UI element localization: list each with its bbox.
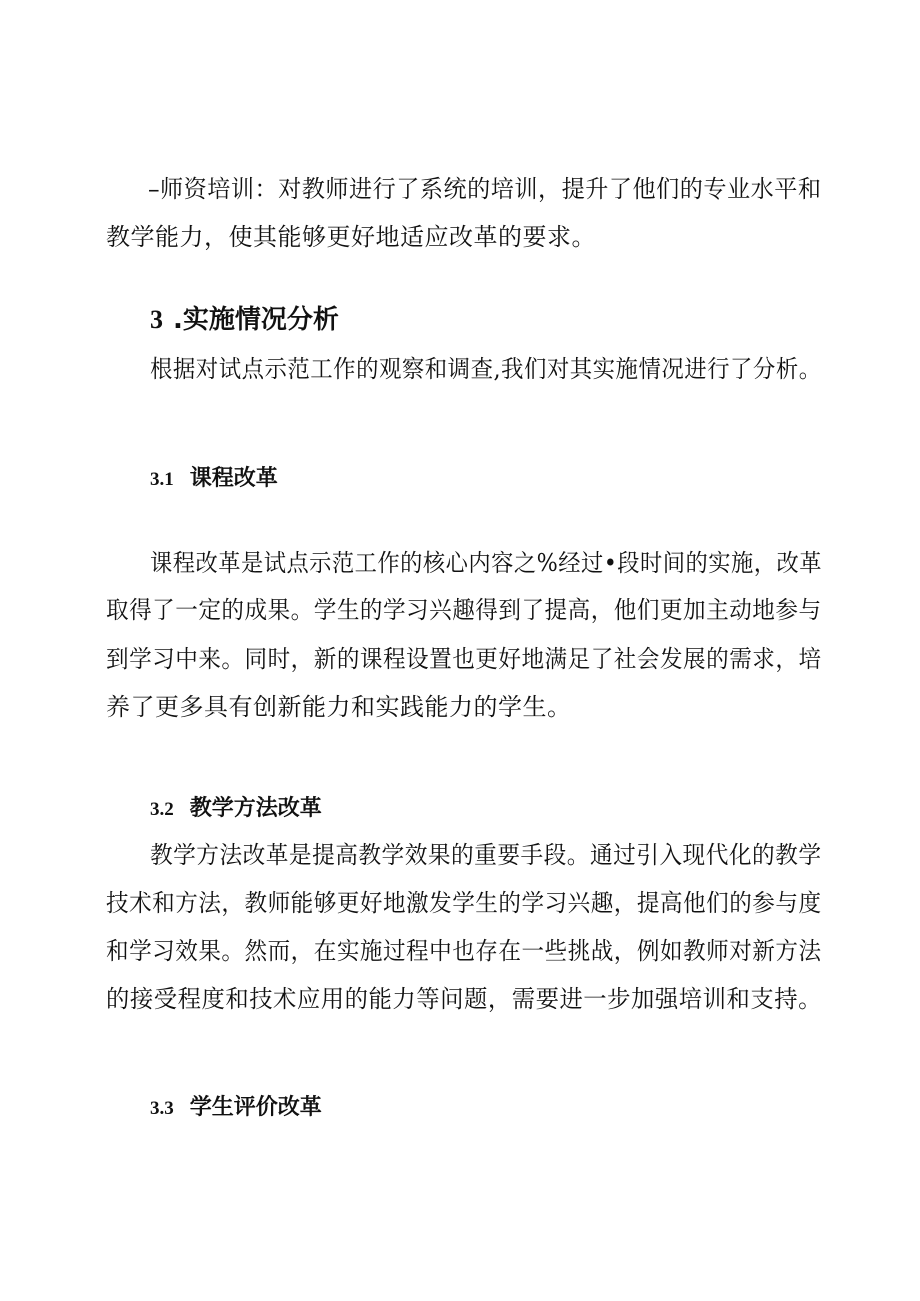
section-3-1-line-3: 到学习中来。同时，新的课程设置也更好地满足了社会发展的需求，培 [106, 645, 822, 673]
section-3-2-line-4: 的接受程度和技术应用的能力等问题，需要进一步加强培训和支持。 [106, 985, 822, 1013]
section-3-heading [150, 304, 339, 336]
section-3-3-heading [150, 1094, 322, 1123]
section-3-3-number: 3.3 [150, 1098, 174, 1119]
section-3-number: 3 [150, 305, 163, 334]
section-3-1-line-1: 课程改革是试点示范工作的核心内容之%经过•段时间的实施，改革 [150, 549, 822, 577]
section-3-1-line-2: 取得了一定的成果。学生的学习兴趣得到了提高，他们更加主动地参与 [106, 596, 822, 624]
section-3-2-line-3: 和学习效果。然而，在实施过程中也存在一些挑战，例如教师对新方法 [106, 937, 822, 965]
section-3-1-heading [150, 465, 278, 494]
section-3-1-title: 课程改革 [189, 466, 278, 491]
section-3-intro: 根据对试点示范工作的观察和调查,我们对其实施情况进行了分析。 [150, 355, 822, 383]
section-3-2-title: 教学方法改革 [189, 796, 322, 821]
section-3-2-line-2: 技术和方法，教师能够更好地激发学生的学习兴趣，提高他们的参与度 [106, 889, 822, 917]
section-3-3-title: 学生评价改革 [189, 1095, 322, 1120]
section-3-1-line-4: 养了更多具有创新能力和实践能力的学生。 [106, 693, 572, 721]
section-3-2-heading [150, 795, 322, 824]
section-3-1-number: 3.1 [150, 469, 174, 490]
section-3-title: .实施情况分析 [173, 305, 339, 335]
training-line-1: –师资培训：对教师进行了系统的培训，提升了他们的专业水平和 [148, 175, 822, 203]
training-line-2: 教学能力，使其能够更好地适应改革的要求。 [106, 223, 596, 251]
section-3-2-number: 3.2 [150, 799, 174, 820]
section-3-2-line-1: 教学方法改革是提高教学效果的重要手段。通过引入现代化的教学 [150, 841, 822, 869]
